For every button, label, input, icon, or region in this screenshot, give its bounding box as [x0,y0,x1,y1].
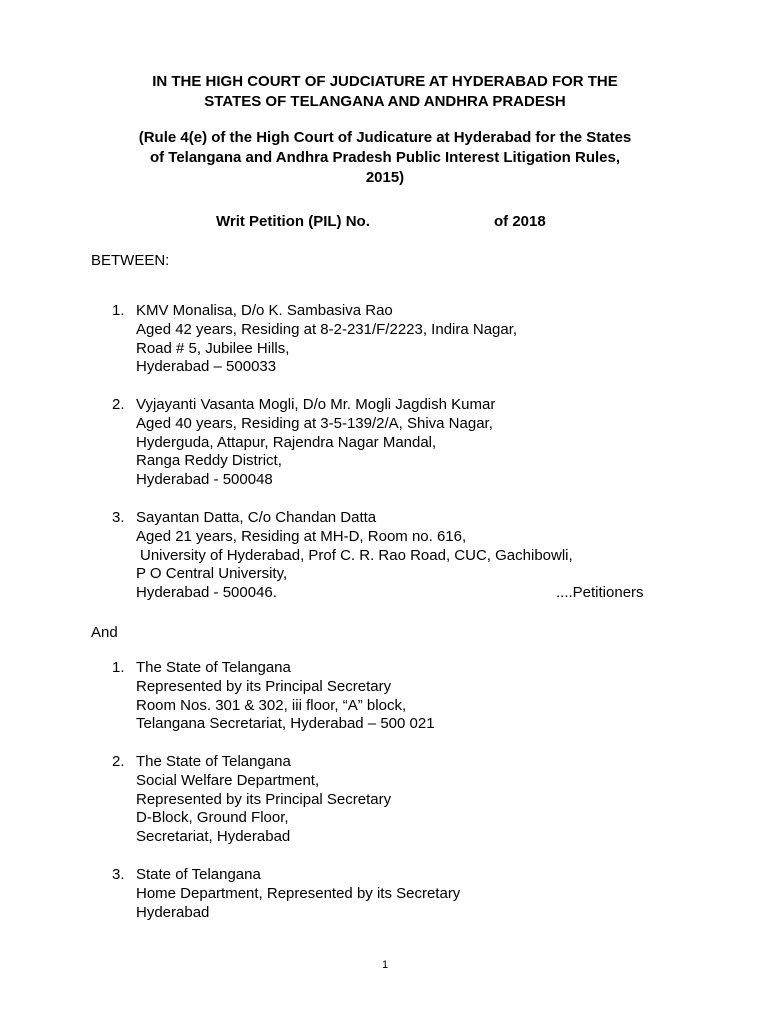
petitioner-line: Hyderabad – 500033 [136,358,277,376]
respondent-line: Represented by its Principal Secretary [136,677,392,695]
respondent-line: Represented by its Principal Secretary [136,790,392,808]
petitioner-line: Aged 21 years, Residing at MH-D, Room no. 616, [136,527,467,545]
respondent-number: 1. [112,659,125,676]
court-title-line-2: STATES OF TELANGANA AND ANDHRA PRADESH [204,93,566,110]
writ-petition-label: Writ Petition (PIL) No. [216,213,370,230]
petitioner-number: 1. [112,302,125,319]
and-label: And [91,624,118,641]
respondent-line: Social Welfare Department, [136,771,320,789]
respondent-line: Hyderabad [136,903,210,921]
respondent-line: Home Department, Represented by its Secretary [136,884,461,902]
petitioner-1 [112,302,672,377]
respondent-number: 2. [112,753,125,770]
rule-reference-line-2: of Telangana and Andhra Pradesh Public Interest Litigation Rules, [149,149,621,166]
between-label: BETWEEN: [91,252,170,269]
rule-reference-line-1: (Rule 4(e) of the High Court of Judicature at Hyderabad for the States [138,129,632,146]
petitioner-line: Aged 40 years, Residing at 3-5-139/2/A, Shiva Nagar, [136,414,493,432]
respondent-line: Telangana Secretariat, Hyderabad – 500 021 [136,715,435,733]
petitioner-3 [112,509,672,603]
respondent-3 [112,866,672,922]
petitioner-number: 3. [112,509,125,526]
petitioner-line: Ranga Reddy District, [136,452,282,470]
petitioner-line: P O Central University, [136,565,288,583]
rule-reference-line-3: 2015) [365,169,405,186]
respondent-line: The State of Telangana [136,659,291,676]
respondent-line: The State of Telangana [136,753,291,770]
page-number: 1 [381,959,389,971]
petitioner-line: Hyderabad - 500048 [136,471,273,489]
petitioner-line: Sayantan Datta, C/o Chandan Datta [136,509,377,526]
respondent-line: State of Telangana [136,866,261,883]
respondent-number: 3. [112,866,125,883]
petitioner-line: Hyderguda, Attapur, Rajendra Nagar Mandal, [136,433,437,451]
respondent-line: Secretariat, Hyderabad [136,828,291,846]
petitioner-number: 2. [112,396,125,413]
writ-petition-year: of 2018 [494,213,546,230]
court-title [60,72,710,112]
petitioner-line-text: Hyderabad - 500046. [136,584,277,602]
rule-reference [60,128,710,188]
respondent-line: Room Nos. 301 & 302, iii floor, “A” block, [136,696,407,714]
respondent-1 [112,659,672,734]
respondent-line: D-Block, Ground Floor, [136,809,289,827]
petitioner-line: Vyjayanti Vasanta Mogli, D/o Mr. Mogli Jagdish Kumar [136,396,496,413]
petitioner-line: Road # 5, Jubilee Hills, [136,339,290,357]
respondent-2 [112,753,672,847]
petitioner-line: Aged 42 years, Residing at 8-2-231/F/2223, Indira Nagar, [136,320,518,338]
petitioner-2 [112,396,672,490]
petitioner-line-last [136,584,672,603]
petitioner-line: KMV Monalisa, D/o K. Sambasiva Rao [136,302,393,319]
petitioners-role-tag: ....Petitioners [556,584,644,602]
petitioner-line: University of Hyderabad, Prof C. R. Rao Road, CUC, Gachibowli, [140,546,573,564]
court-title-line-1: IN THE HIGH COURT OF JUDCIATURE AT HYDERABAD FOR THE [152,73,618,90]
